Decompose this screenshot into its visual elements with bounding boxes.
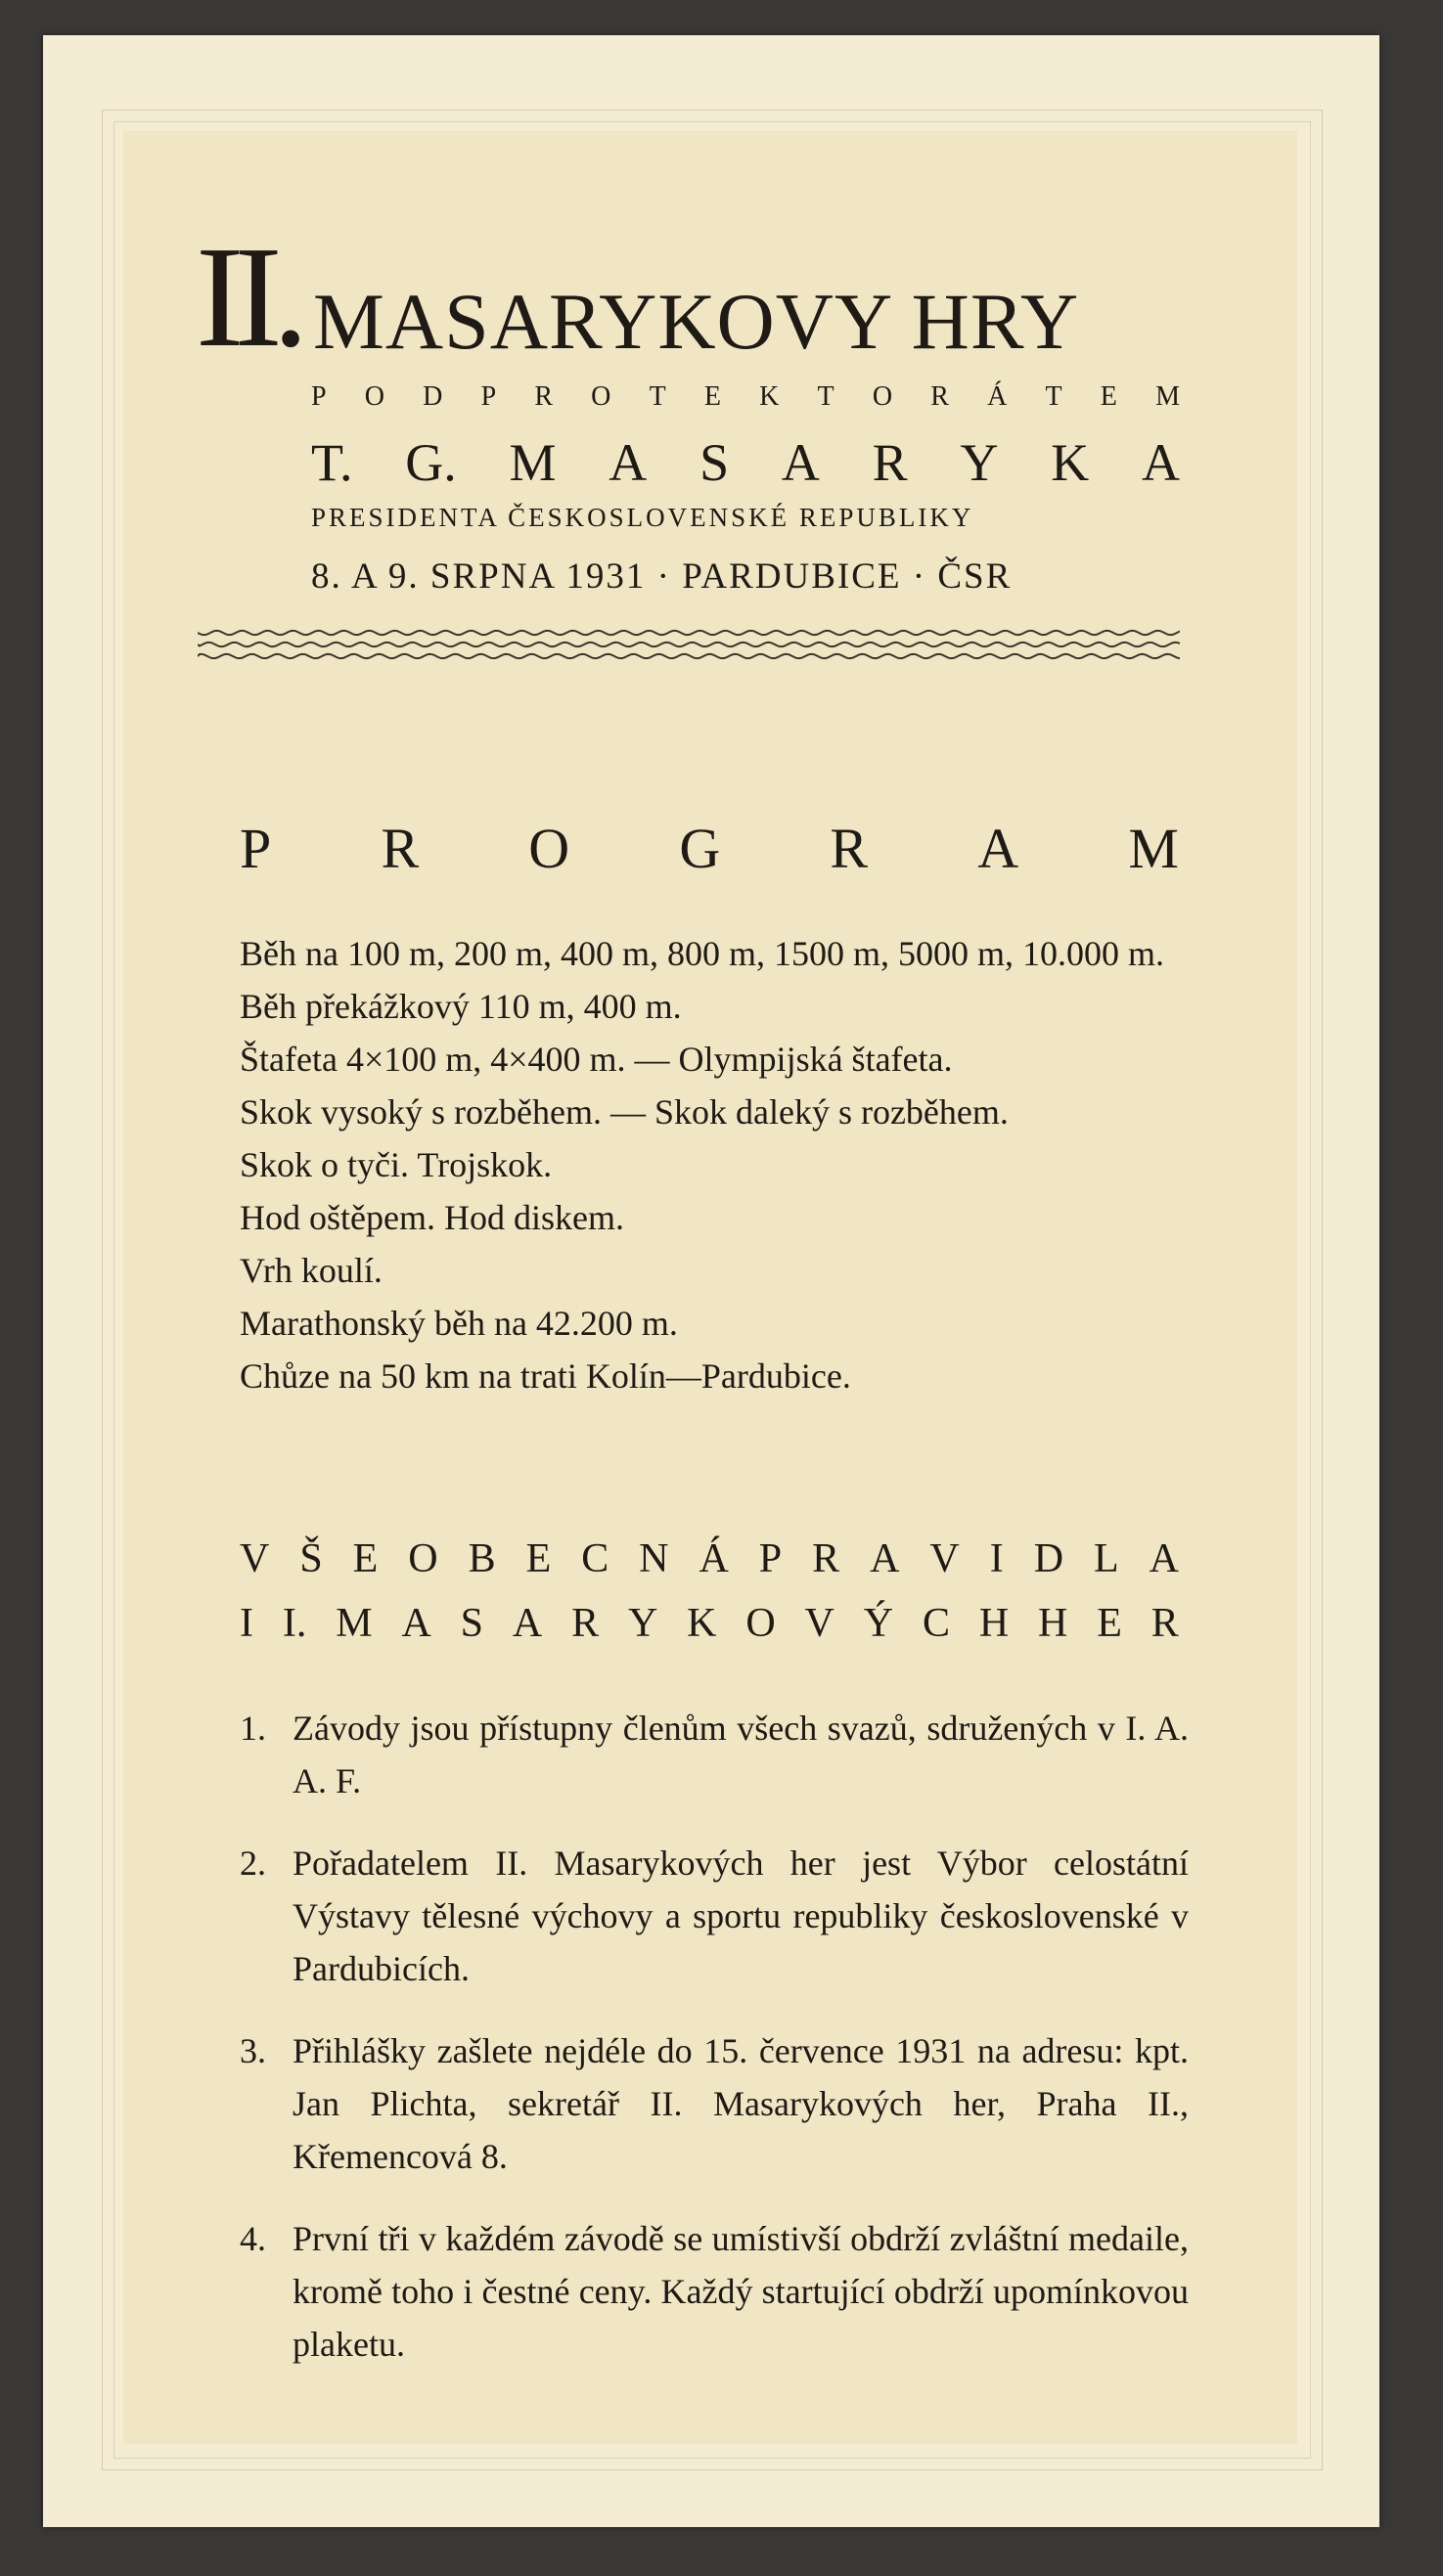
rules-heading-letter: R: [812, 1536, 840, 1581]
rule-item: [240, 2212, 1189, 2371]
rules-heading-letter: Ý: [863, 1601, 894, 1646]
rules-heading-line1: [240, 1535, 1179, 1582]
document-header: [196, 217, 1180, 597]
rules-heading-letter: H: [978, 1601, 1010, 1646]
rules-heading-letter: E: [1097, 1601, 1122, 1646]
rules-heading-letter: E: [352, 1536, 379, 1581]
protectorate-letter: P: [311, 381, 327, 412]
name-letter: K: [1051, 433, 1090, 492]
rules-heading-letter: H: [1038, 1601, 1068, 1646]
name-letter: Y: [960, 433, 999, 492]
program-item: Běh na 100 m, 200 m, 400 m, 800 m, 1500 m, 5000 m, 10.000 m.: [240, 934, 1164, 973]
rules-heading-letter: V: [804, 1601, 834, 1646]
rule-number: 3.: [240, 2031, 266, 2070]
rules-heading-letter: V: [929, 1536, 960, 1581]
rules-heading-letter: O: [408, 1536, 438, 1581]
protectorate-letter: R: [930, 381, 949, 412]
program-heading-letter: P: [240, 817, 272, 880]
rule-item: [240, 1702, 1189, 1807]
rules-heading-letter: S: [460, 1601, 483, 1646]
rules-heading-letter: I: [989, 1536, 1004, 1581]
subtitle-name: [311, 432, 1180, 493]
rules-heading-letter: A: [401, 1601, 431, 1646]
rules-heading-letter: I: [240, 1601, 253, 1646]
rules-heading-letter: R: [571, 1601, 600, 1646]
protectorate-letter: T: [649, 381, 666, 412]
rules-heading-letter: Á: [699, 1536, 729, 1581]
rules-heading-letter: N: [639, 1536, 669, 1581]
rules-heading-letter: K: [687, 1601, 717, 1646]
name-letter: T.: [311, 433, 353, 492]
protectorate-letter: O: [591, 381, 611, 412]
name-letter: G.: [405, 433, 457, 492]
rule-text: První tři v každém závodě se umístivší obdrží zvláštní medaile, kromě toho i čestné ceny. Každý startující obdrží upomínkovou plaketu.: [293, 2219, 1189, 2364]
name-letter: A: [781, 433, 820, 492]
date-place: 8. A 9. SRPNA 1931 · PARDUBICE · ČSR: [311, 556, 1013, 597]
protectorate-letter: K: [759, 381, 780, 412]
president-line: PRESIDENTA ČESKOSLOVENSKÉ REPUBLIKY: [311, 503, 974, 532]
rule-item: [240, 1837, 1189, 1995]
rules-heading-letter: R: [1150, 1601, 1179, 1646]
rules-heading-letter: P: [758, 1536, 783, 1581]
protectorate-letter: E: [703, 381, 721, 412]
protectorate-letter: P: [480, 381, 497, 412]
rules-heading-letter: A: [870, 1536, 900, 1581]
name-letter: S: [699, 433, 730, 492]
program-item: Marathonský běh na 42.200 m.: [240, 1304, 678, 1343]
rules-heading-letter: C: [581, 1536, 609, 1581]
wavy-divider-ornament: [198, 621, 1180, 670]
program-item: Běh překážkový 110 m, 400 m.: [240, 987, 682, 1026]
program-list: [240, 927, 1189, 1402]
program-item: Vrh koulí.: [240, 1251, 383, 1290]
rule-text: Závody jsou přístupny členům všech svazů, sdružených v I. A. A. F.: [293, 1709, 1189, 1800]
protectorate-letter: Á: [987, 381, 1008, 412]
program-heading-letter: G: [679, 817, 721, 880]
subtitle-protectorate: [311, 381, 1180, 413]
protectorate-letter: O: [364, 381, 384, 412]
rule-number: 4.: [240, 2219, 266, 2258]
program-heading-letter: M: [1128, 817, 1179, 880]
rules-heading-letter: I.: [282, 1601, 307, 1646]
rules-heading-letter: Š: [299, 1536, 323, 1581]
rule-number: 1.: [240, 1709, 266, 1748]
rule-number: 2.: [240, 1843, 266, 1883]
protectorate-letter: D: [423, 381, 443, 412]
program-item: Štafeta 4×100 m, 4×400 m. — Olympijská štafeta.: [240, 1040, 953, 1079]
main-title: MASARYKOVY HRY: [313, 277, 1080, 366]
protectorate-letter: T: [1045, 381, 1062, 412]
date-place-line: [311, 555, 1180, 598]
rules-heading-letter: Y: [627, 1601, 658, 1646]
roman-numeral: II.: [196, 217, 299, 378]
name-letter: A: [1141, 433, 1180, 492]
program-heading-letter: R: [381, 817, 420, 880]
program-heading-letter: R: [830, 817, 869, 880]
program-item: Skok vysoký s rozběhem. — Skok daleký s rozběhem.: [240, 1092, 1009, 1132]
rules-heading-letter: B: [468, 1536, 496, 1581]
subtitle-president: [311, 503, 1180, 533]
protectorate-letter: O: [872, 381, 893, 412]
rules-heading-letter: D: [1033, 1536, 1064, 1581]
name-letter: M: [509, 433, 557, 492]
rules-heading-letter: V: [240, 1536, 270, 1581]
protectorate-letter: E: [1100, 381, 1117, 412]
rules-heading-letter: C: [922, 1601, 950, 1646]
rules-heading-line2: [240, 1600, 1179, 1647]
name-letter: A: [609, 433, 648, 492]
rule-text: Přihlášky zašlete nejdéle do 15. července 1931 na adresu: kpt. Jan Plichta, sekretář II. Masarykových her, Praha II., Křemencová 8.: [293, 2031, 1189, 2176]
program-heading: [240, 816, 1179, 881]
protectorate-letter: T: [817, 381, 834, 412]
program-item: Skok o tyči. Trojskok.: [240, 1145, 553, 1184]
rules-heading-letter: O: [745, 1601, 776, 1646]
program-item: Hod oštěpem. Hod diskem.: [240, 1198, 624, 1237]
rules-heading-letter: L: [1094, 1536, 1119, 1581]
protectorate-letter: M: [1155, 381, 1180, 412]
name-letter: R: [872, 433, 908, 492]
rule-text: Pořadatelem II. Masarykových her jest Výbor celostátní Výstavy tělesné výchovy a sportu republiky československé v Pardubicích.: [293, 1843, 1189, 1988]
rules-heading-letter: A: [512, 1601, 543, 1646]
program-item: Chůze na 50 km na trati Kolín—Pardubice.: [240, 1356, 851, 1396]
rules-list: [240, 1702, 1189, 2400]
rule-item: [240, 2024, 1189, 2183]
program-heading-letter: A: [977, 817, 1019, 880]
rules-heading-letter: A: [1149, 1536, 1179, 1581]
rules-heading-letter: M: [336, 1601, 373, 1646]
protectorate-letter: R: [534, 381, 553, 412]
program-heading-letter: O: [528, 817, 570, 880]
rules-heading-letter: E: [525, 1536, 552, 1581]
